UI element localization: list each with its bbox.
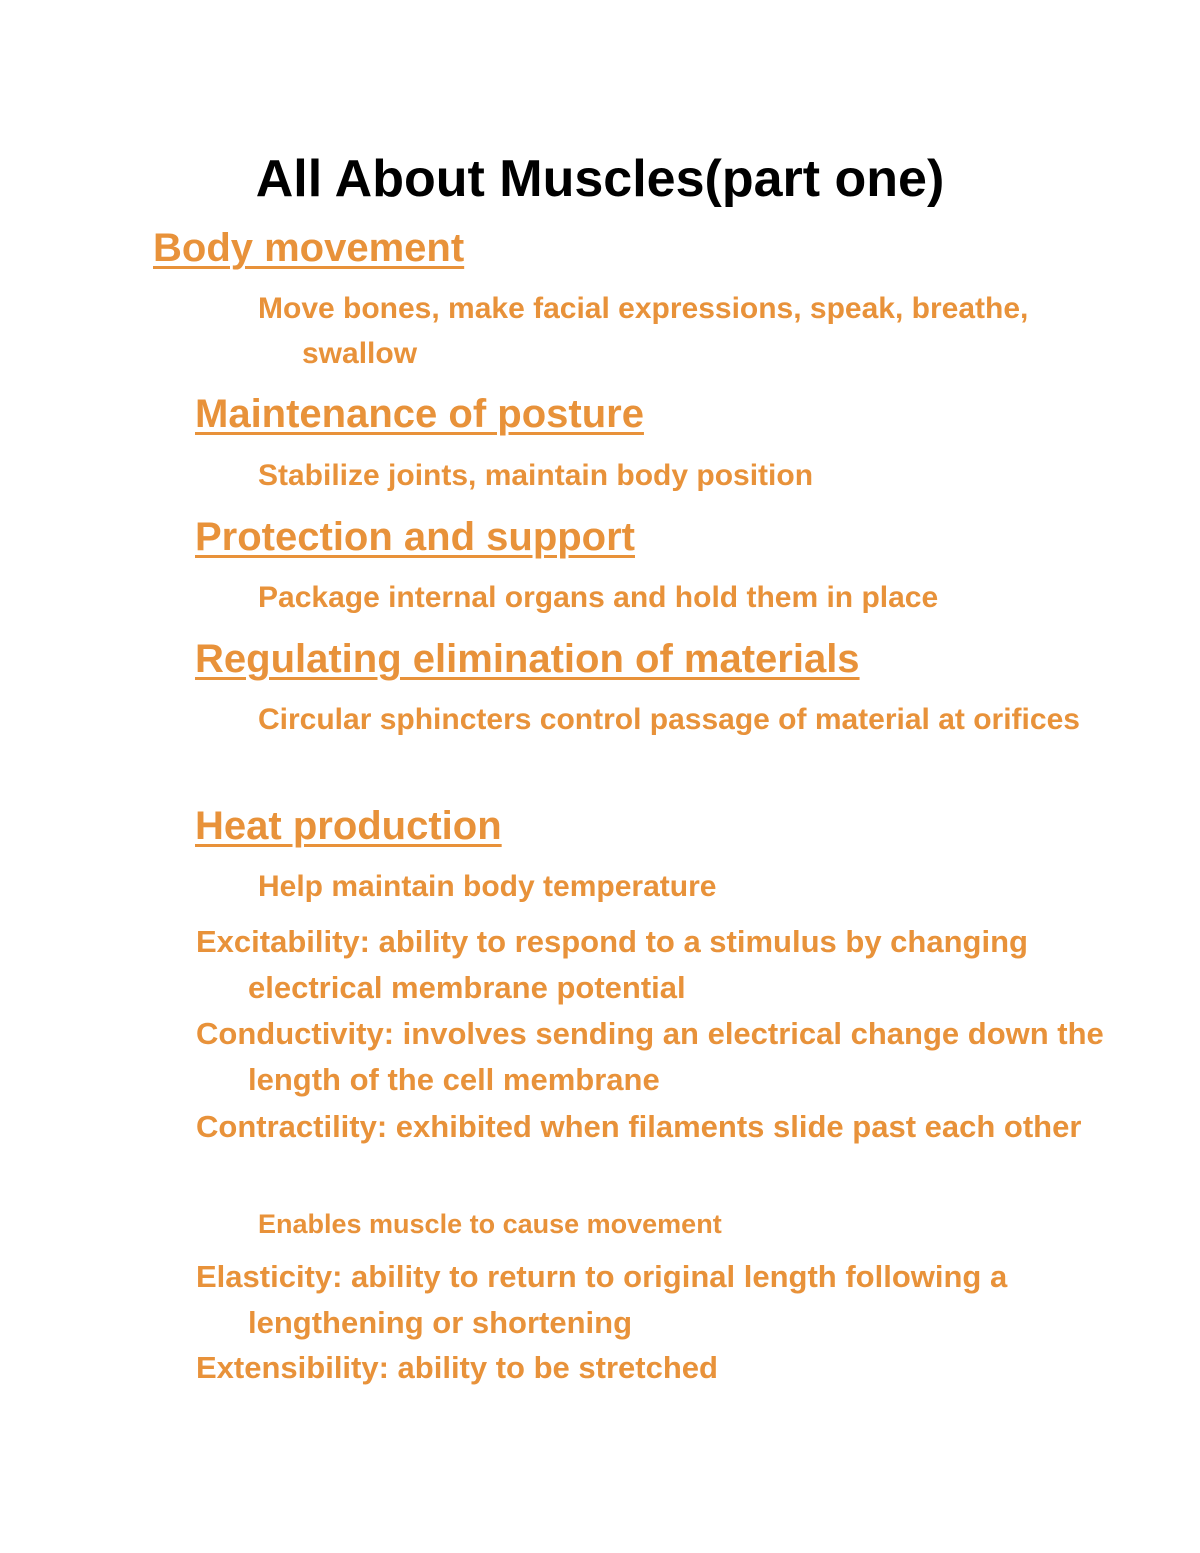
section-heading-protection-and-support: Protection and support [195,515,635,559]
property-contractility: Contractility: exhibited when filaments slide past each other [196,1109,1082,1144]
section-detail-heat-production: Help maintain body temperature [258,870,717,903]
property-conductivity: Conductivity: involves sending an electrical change down the length of the cell membrane [196,1016,1104,1097]
section-heading-regulating-elimination: Regulating elimination of materials [195,637,860,681]
section-heading-maintenance-of-posture: Maintenance of posture [195,392,644,436]
section-detail-regulating-elimination: Circular sphincters control passage of material at orifices [258,703,1080,736]
section-detail-protection-and-support: Package internal organs and hold them in place [258,581,939,614]
section-detail-body-movement: Move bones, make facial expressions, speak, breathe, swallow [258,292,1029,370]
property-contractility-note: Enables muscle to cause movement [258,1209,722,1239]
page-title: All About Muscles(part one) [255,150,945,208]
property-elasticity: Elasticity: ability to return to original length following a lengthening or shortening [196,1259,1008,1340]
section-heading-body-movement: Body movement [153,226,465,270]
section-heading-heat-production: Heat production [195,804,502,848]
property-excitability: Excitability: ability to respond to a stimulus by changing electrical membrane potential [196,924,1028,1005]
section-detail-maintenance-of-posture: Stabilize joints, maintain body position [258,459,814,492]
property-extensibility: Extensibility: ability to be stretched [196,1350,718,1385]
